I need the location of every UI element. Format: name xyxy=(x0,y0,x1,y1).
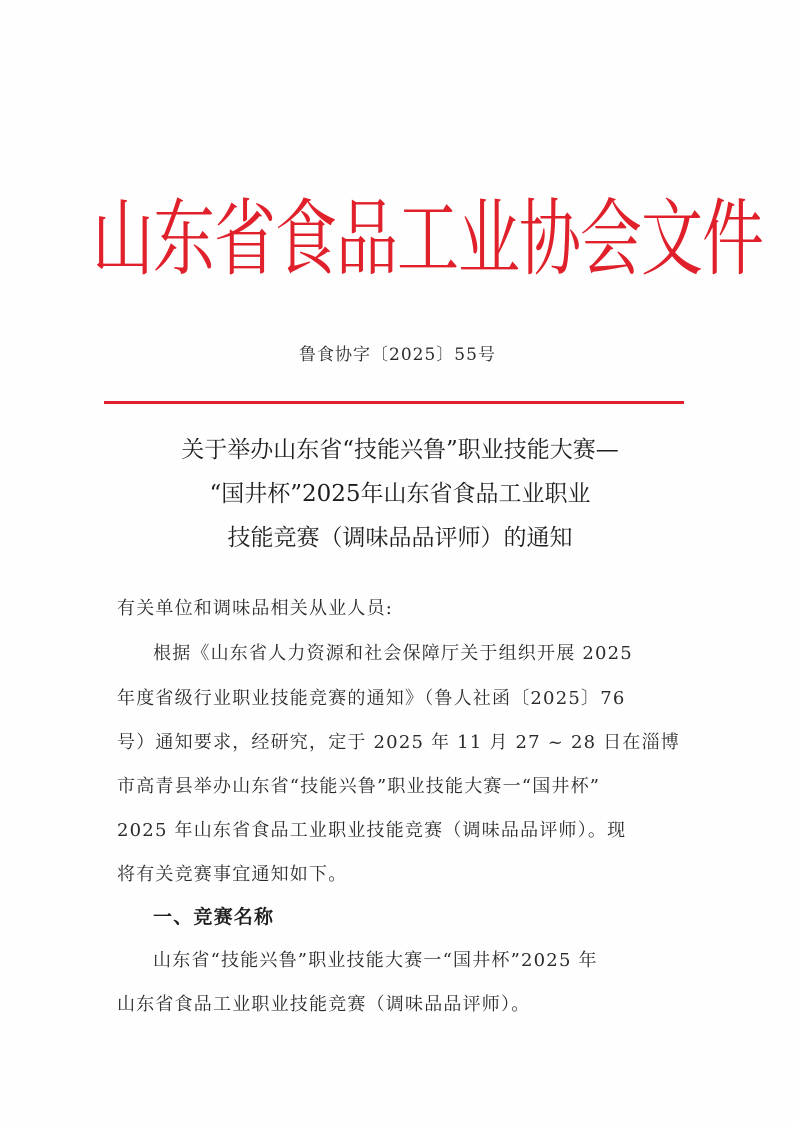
red-divider-line xyxy=(104,401,684,404)
document-number: 鲁食协字〔2025〕55号 xyxy=(299,345,496,365)
masthead-char: 协 xyxy=(519,189,582,288)
paragraph-line: 将有关竞赛事宜通知如下。 xyxy=(117,864,348,885)
paragraph-line: 号）通知要求，经研究，定于 2025 年 11 月 27 ~ 28 日在淄博 xyxy=(117,732,680,753)
masthead-char: 山 xyxy=(92,189,155,288)
paragraph-line: 根据《山东省人力资源和社会保障厅关于组织开展 2025 xyxy=(153,643,633,664)
notice-title xyxy=(100,428,700,560)
masthead-char: 品 xyxy=(336,189,399,288)
masthead-char: 东 xyxy=(153,189,216,288)
masthead-char: 会 xyxy=(580,189,643,288)
title-line: “国井杯”2025年山东省食品工业职业 xyxy=(209,481,591,507)
section-heading: 一、竞赛名称 xyxy=(153,906,275,928)
title-line: 关于举办山东省“技能兴鲁”职业技能大赛— xyxy=(181,437,619,463)
paragraph-line: 年度省级行业职业技能竞赛的通知》（鲁人社函〔2025〕76 xyxy=(117,688,626,709)
masthead-char: 件 xyxy=(702,189,765,288)
masthead-char: 工 xyxy=(397,189,460,288)
masthead-char: 食 xyxy=(275,189,338,288)
paragraph-line: 2025 年山东省食品工业职业技能竞赛（调味品品评师）。现 xyxy=(117,820,627,841)
paragraph-line: 山东省食品工业职业技能竞赛（调味品品评师）。 xyxy=(117,994,531,1015)
masthead-char: 文 xyxy=(641,189,704,288)
salutation: 有关单位和调味品相关从业人员: xyxy=(117,598,394,619)
masthead-title xyxy=(92,165,765,314)
masthead-char: 业 xyxy=(458,189,521,288)
paragraph-line: 山东省“技能兴鲁”职业技能大赛一“国井杯”2025 年 xyxy=(153,950,598,971)
paragraph-line: 市高青县举办山东省“技能兴鲁”职业技能大赛一“国井杯” xyxy=(117,776,601,797)
masthead-char: 省 xyxy=(214,189,277,288)
title-line: 技能竞赛（调味品品评师）的通知 xyxy=(227,525,573,551)
